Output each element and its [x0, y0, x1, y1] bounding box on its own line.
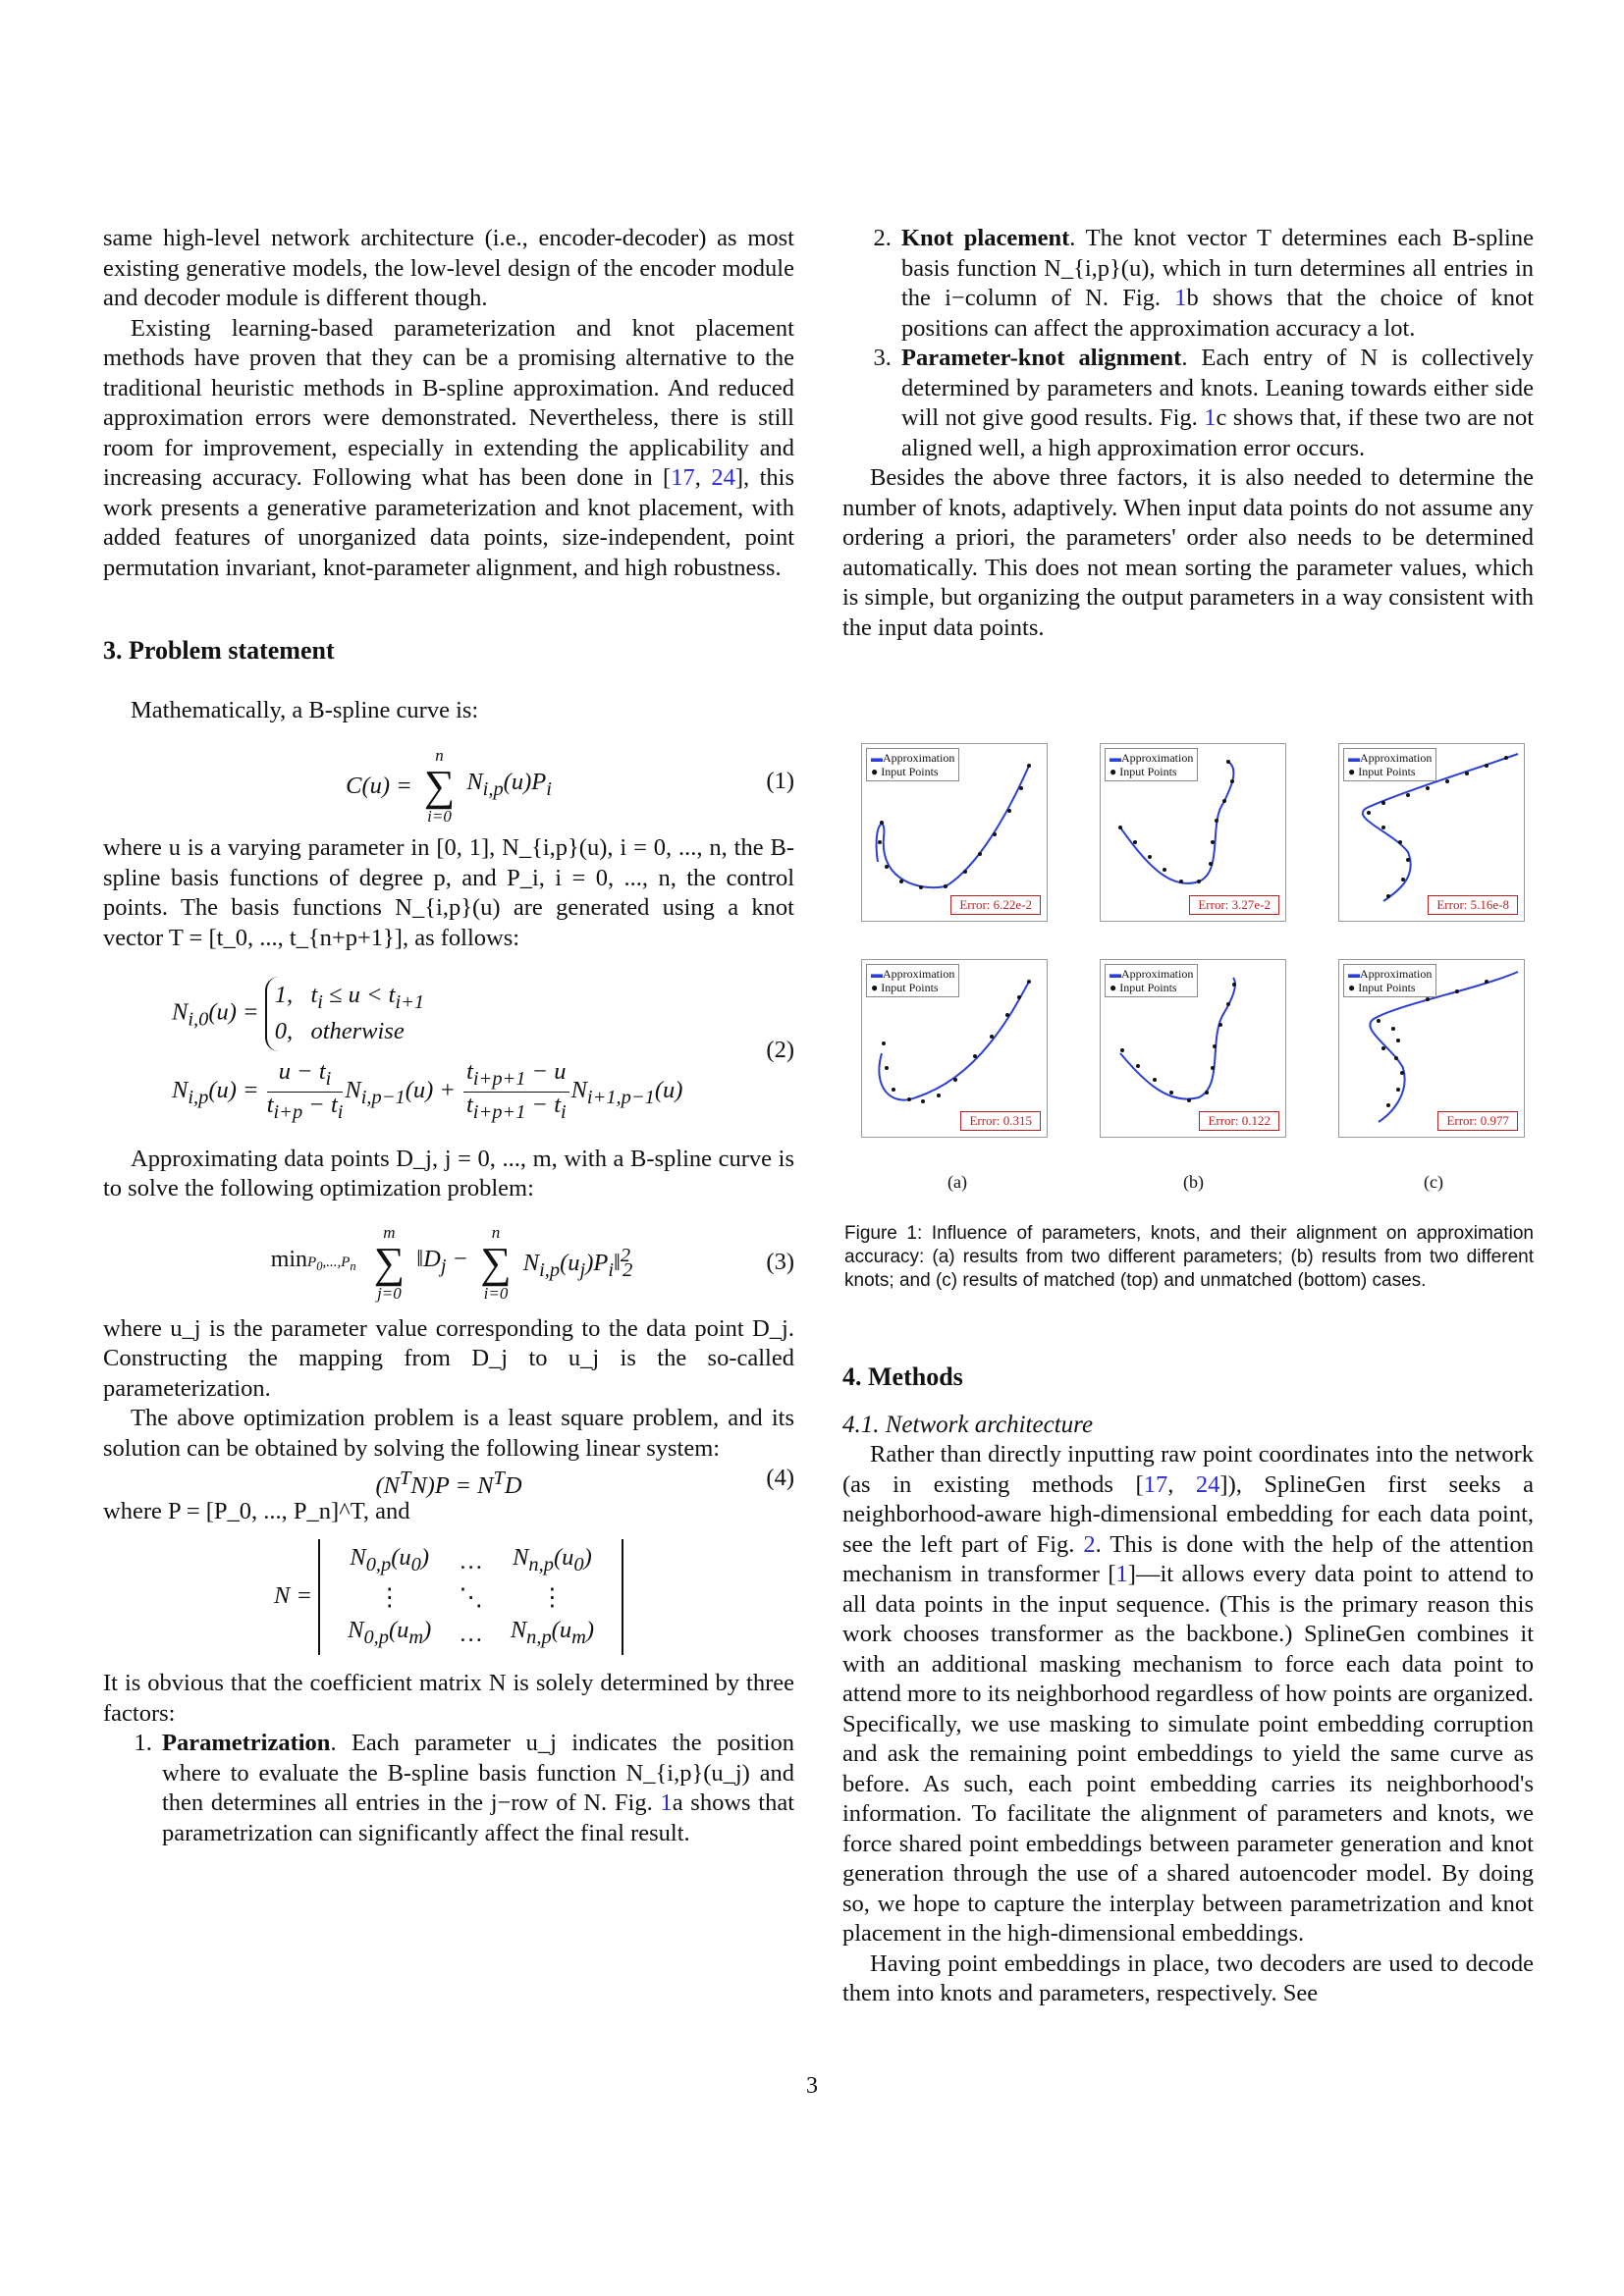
equation-4: $(N^TN)P = N^TD$ (4) — [375, 1464, 794, 1500]
equation-matrix-N: N = $N_{0,p}(u_0)$ … $N_{n,p}(u_0)$ ⋮ ⋱ ⋮ $N_{0,p}(u_m)$ … $N_{n,p}(u_m)$ — [103, 1539, 794, 1656]
paragraph-existing-methods: Existing learning-based parameterization and knot placement methods have proven that they can be a promising alternative to the traditional heuristic methods in B-spline approximation. And reduced approximation errors were demonstrated. Nevertheless, there is still room for improvement, especially in extending the applicability and increasing accuracy. Following what has been done in [17, 24], this work presents a generative parameterization and knot placement, with added features of unorganized data points, size-independent, point permutation invariant, knot-parameter alignment, and high robustness. — [103, 314, 794, 581]
list-item-alignment: 3. Parameter-knot alignment. Each entry of N is collectively determined by parameters and knots. Leaning towards either side will not give good results. Fig. 1c shows that, if these two are not aligned well, a high approximation error occurs. — [897, 344, 1534, 463]
factor-list — [103, 1729, 794, 1848]
error-label: Error: 3.27e-2 — [1189, 895, 1279, 915]
equation-2: $N_{i,0}(u)$ = 1, $t_i \le u < t_{i+1}$ 0, otherwise $N_{i,p}(u)$ = $\frac{u - t_i}{t_{i+p} - t_i}$ $N_{i,p-1}(u)$ + $\frac{t_{i+p+1} - u}{t_{i+p+1} - t_i}$ $N_{i+1,p-1}(u)$ (2) — [103, 977, 794, 1125]
plot-panel-a-bottom — [861, 959, 1048, 1138]
plot-legend: ▬Approximation ● Input Points — [866, 964, 959, 997]
right-column — [842, 224, 1534, 643]
paragraph-bspline-intro: Mathematically, a B-spline curve is: — [131, 696, 479, 723]
factor-list-continued — [842, 224, 1534, 463]
error-label: Error: 0.122 — [1199, 1111, 1279, 1131]
paragraph-parameterization-def: where u_j is the parameter value corresponding to the data point D_j. Constructing the mapping from D_j to u_j is the so-called parameterization. — [103, 1314, 794, 1402]
equation-number: (1) — [766, 767, 794, 794]
paragraph-least-squares: The above optimization problem is a least square problem, and its solution can be obtained by solving the following linear system: — [103, 1405, 794, 1462]
figure-ref-1[interactable]: 1 — [1174, 285, 1187, 311]
error-label: Error: 0.315 — [960, 1111, 1041, 1131]
equation-3: $\min P_0,...,P_n$ m ∑ j=0 $‖D_j - n$ ∑ i=0 $N_{i,p}(u_j)P_i‖^2_2$ (3) — [270, 1222, 794, 1303]
equation-1: C(u) = n ∑ i=0 $N_{i,p}(u)P_i$ (1) — [346, 746, 794, 826]
plot-panel-c-top — [1338, 743, 1525, 922]
paragraph-three-factors: It is obvious that the coefficient matrix N is solely determined by three factors: — [103, 1670, 794, 1727]
citation-17[interactable]: 17 — [1143, 1470, 1168, 1498]
plot-legend: ▬Approximation ● Input Points — [1105, 748, 1198, 781]
citation-24[interactable]: 24 — [711, 464, 735, 491]
paragraph-basis-definition: where u is a varying parameter in [0, 1], N_{i,p}(u), i = 0, ..., n, the B-spline basis functions of degree p, and P_i, i = 0, ..., n, the control points. The basis functions N_{i,p}(u) are generated using a knot vector T = [t_0, ..., t_{n+p+1}], as follows: — [103, 834, 794, 951]
subsection-heading-network: 4.1. Network architecture — [842, 1411, 1094, 1438]
subfigure-label-c: (c) — [1424, 1172, 1443, 1192]
citation-1[interactable]: 1 — [1115, 1561, 1128, 1587]
figure-ref-1[interactable]: 1 — [1204, 404, 1217, 431]
left-column — [103, 224, 794, 1848]
equation-number: (3) — [766, 1248, 794, 1275]
figure-ref-1[interactable]: 1 — [660, 1789, 673, 1817]
section-heading-methods: 4. Methods — [842, 1362, 963, 1391]
paragraph-optimization-intro: Approximating data points D_j, j = 0, ..., m, with a B-spline curve is to solve the following optimization problem: — [103, 1145, 794, 1202]
equation-number: (2) — [766, 1037, 794, 1064]
methods-section — [842, 1362, 1534, 2009]
plot-legend: ▬Approximation ● Input Points — [1343, 964, 1436, 997]
plot-panel-a-top — [861, 743, 1048, 922]
error-label: Error: 5.16e-8 — [1428, 895, 1518, 915]
plot-legend: ▬Approximation ● Input Points — [866, 748, 959, 781]
plot-legend: ▬Approximation ● Input Points — [1343, 748, 1436, 781]
paragraph-control-points-def: where P = [P_0, ..., P_n]^T, and — [103, 1498, 410, 1525]
plot-panel-b-top — [1100, 743, 1286, 922]
page-number: 3 — [806, 2073, 818, 2099]
paragraph-decoders: Having point embeddings in place, two decoders are used to decode them into knots and parameters, respectively. See — [842, 1949, 1534, 2006]
figure-ref-2[interactable]: 2 — [1083, 1530, 1096, 1558]
list-item-knot-placement: 2. Knot placement. The knot vector T determines each B-spline basis function N_{i,p}(u), which in turn determines all entries in the i−column of N. Fig. 1b shows that the choice of knot positions can affect the approximation accuracy a lot. — [897, 224, 1534, 344]
paragraph-intro-tail: same high-level network architecture (i.e., encoder-decoder) as most existing generative models, the low-level design of the encoder module and decoder module is different though. — [103, 225, 794, 311]
subfigure-label-b: (b) — [1183, 1172, 1204, 1192]
citation-17[interactable]: 17 — [671, 464, 695, 491]
error-label: Error: 6.22e-2 — [950, 895, 1041, 915]
plot-legend: ▬Approximation ● Input Points — [1105, 964, 1198, 997]
subfigure-label-a: (a) — [947, 1172, 967, 1192]
paragraph-besides: Besides the above three factors, it is also needed to determine the number of knots, adaptively. When input data points do not assume any ordering a priori, the parameters' order also needs to be determined automatically. This does not mean sorting the parameter values, which is simple, but organizing the output parameters in a way consistent with the input data points. — [842, 464, 1534, 641]
error-label: Error: 0.977 — [1437, 1111, 1518, 1131]
figure-caption: Figure 1: Influence of parameters, knots, and their alignment on approximation accuracy: (a) results from two different parameters; (b) results from two different knots; and (c) results of matched (top) and unmatched (bottom) cases. — [844, 1223, 1534, 1291]
citation-24[interactable]: 24 — [1195, 1470, 1220, 1498]
list-item-parametrization: 1. Parametrization. Each parameter u_j indicates the position where to evaluate the B-spline basis function N_{i,p}(u_j) and then determines all entries in the j−row of N. Fig. 1a shows that parametrization can significantly affect the final result. — [158, 1729, 794, 1848]
plot-panel-c-bottom — [1338, 959, 1525, 1138]
plot-panel-b-bottom — [1100, 959, 1286, 1138]
paragraph-network-architecture: Rather than directly inputting raw point coordinates into the network (as in existing methods [17, 24]), SplineGen first seeks a neighborhood-aware high-dimensional embedding for each data point, see the left part of Fig. 2. This is done with the help of the attention mechanism in transformer [1]—it allows every data point to attend to all data points in the input sequence. (This is the primary reason this work chooses transformer as the backbone.) SplineGen combines it with an additional masking mechanism to force each data point to attend more to its neighborhood regardless of how points are organized. Specifically, we use masking to simulate point embedding corruption and ask the remaining point embeddings to yield the same curve as before. As such, each point embedding carries its neighborhood's information. To facilitate the alignment of parameters and knots, we force shared point embeddings between parameter generation and knot generation through the use of a shared autoencoder model. By doing so, we hope to capture the interplay between parametrization and knot placement in the high-dimensional embeddings. — [842, 1441, 1534, 1947]
section-heading-problem-statement: 3. Problem statement — [103, 636, 335, 665]
equation-number: (4) — [766, 1464, 794, 1491]
